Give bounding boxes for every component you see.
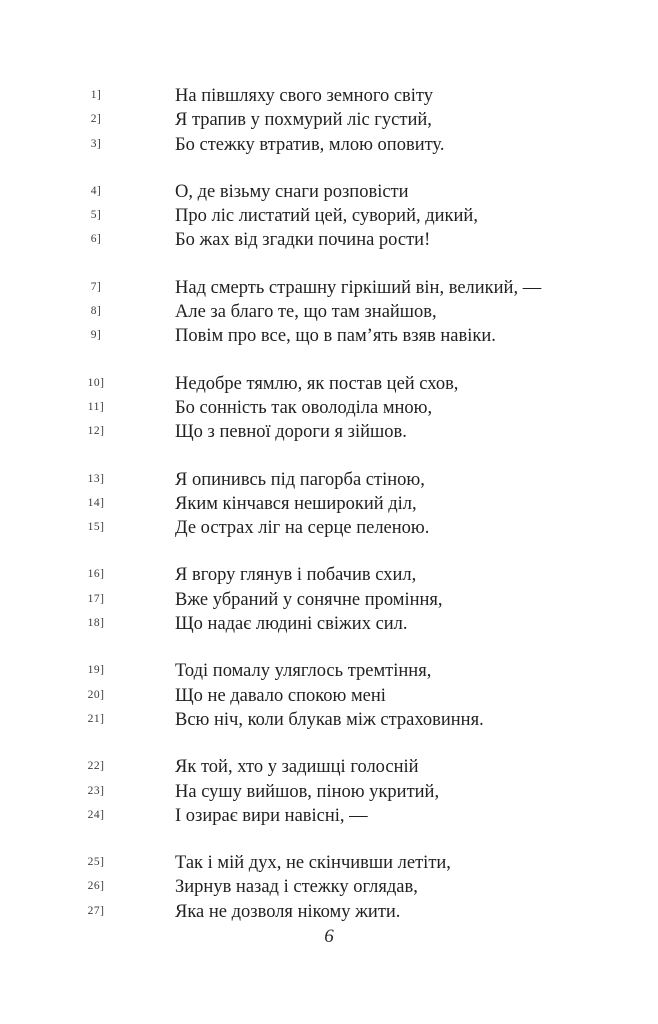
poem-body	[0, 84, 541, 947]
line-number: 6]	[90, 233, 102, 246]
verse-text: Але за благо те, що там знайшов,	[175, 302, 437, 323]
verse-line	[0, 659, 541, 683]
line-number: 1]	[90, 89, 102, 101]
verse-text: Що з певної дороги я зійшов.	[175, 422, 407, 443]
line-number: 22]	[87, 760, 105, 773]
verse-text: О, де візьму снаги розповісти	[175, 181, 409, 202]
verse-line	[0, 276, 541, 300]
tercet	[0, 755, 541, 828]
verse-line	[0, 300, 541, 324]
tercet	[0, 468, 541, 541]
verse-text: Яка не дозволя нікому жити.	[175, 901, 401, 922]
verse-text: Недобре тямлю, як постав цей схов,	[175, 373, 459, 394]
verse-text: Всю ніч, коли блукав між страховиння.	[175, 709, 484, 730]
verse-line	[0, 84, 541, 108]
tercet	[0, 276, 541, 349]
verse-text: На півшляху свого земного світу	[175, 86, 434, 106]
verse-line	[0, 851, 541, 875]
verse-line	[0, 563, 541, 587]
verse-text: Про ліс листатий цей, суворий, дикий,	[175, 206, 478, 227]
page-footer	[0, 926, 658, 948]
tercet	[0, 563, 541, 636]
tercet	[0, 659, 541, 732]
line-number: 4]	[90, 184, 102, 197]
line-number: 19]	[87, 664, 105, 677]
line-number: 24]	[87, 808, 105, 821]
line-number: 17]	[87, 592, 105, 605]
line-number: 10]	[87, 376, 105, 389]
verse-line	[0, 588, 541, 612]
line-number: 3]	[90, 137, 102, 150]
verse-text: Що не давало спокою мені	[175, 685, 386, 706]
verse-line	[0, 780, 541, 804]
verse-line	[0, 324, 541, 348]
line-number: 21]	[87, 712, 105, 725]
line-number: 7]	[90, 280, 102, 293]
verse-text: Бо сонність так оволоділа мною,	[175, 397, 433, 418]
line-number: 11]	[87, 400, 105, 413]
line-number: 12]	[87, 425, 105, 438]
verse-line	[0, 204, 541, 228]
verse-line	[0, 684, 541, 708]
line-number: 18]	[87, 617, 105, 630]
verse-line	[0, 468, 541, 492]
verse-text: І озирає вири навісні, —	[175, 805, 368, 826]
line-number: 9]	[90, 329, 102, 342]
verse-line	[0, 420, 541, 444]
verse-text: Зирнув назад і стежку оглядав,	[175, 877, 418, 898]
line-number: 27]	[87, 904, 105, 917]
verse-line	[0, 372, 541, 396]
line-number: 20]	[87, 688, 105, 701]
verse-text: Вже убраний у сонячне проміння,	[175, 589, 443, 610]
line-number: 15]	[87, 521, 105, 534]
tercet	[0, 372, 541, 445]
tercet	[0, 84, 541, 157]
verse-text: Що надає людині свіжих сил.	[175, 614, 408, 635]
verse-line	[0, 492, 541, 516]
verse-text: Бо жах від згадки почина рости!	[175, 230, 431, 251]
line-number: 26]	[87, 880, 105, 893]
line-number: 23]	[87, 784, 105, 797]
verse-text: Тоді помалу уляглось тремтіння,	[175, 661, 432, 682]
verse-text: Де острах ліг на серце пеленою.	[175, 518, 430, 539]
tercet	[0, 180, 541, 253]
verse-text: Яким кінчався неширокий діл,	[175, 493, 417, 514]
verse-line	[0, 516, 541, 540]
verse-text: Над смерть страшну гіркіший він, великий, —	[175, 277, 542, 298]
verse-line	[0, 755, 541, 779]
page-number: 6	[324, 926, 334, 947]
line-number: 2]	[90, 113, 102, 126]
verse-line	[0, 133, 541, 157]
verse-text: Я вгору глянув і побачив схил,	[175, 565, 417, 586]
line-number: 13]	[87, 472, 105, 485]
verse-line	[0, 804, 541, 828]
verse-text: Я трапив у похмурий ліс густий,	[175, 110, 432, 131]
verse-line	[0, 612, 541, 636]
tercet	[0, 851, 541, 924]
verse-line	[0, 228, 541, 252]
verse-line	[0, 180, 541, 204]
verse-text: Як той, хто у задишці голосній	[175, 757, 419, 778]
verse-line	[0, 708, 541, 732]
line-number: 14]	[87, 496, 105, 509]
verse-text: Я опинивсь під пагорба стіною,	[175, 469, 425, 490]
verse-line	[0, 900, 541, 924]
verse-text: Бо стежку втратив, млою оповиту.	[175, 134, 445, 155]
line-number: 8]	[90, 305, 102, 318]
verse-text: Так і мій дух, не скінчивши летіти,	[175, 853, 451, 874]
verse-line	[0, 108, 541, 132]
line-number: 5]	[90, 209, 102, 222]
line-number: 16]	[87, 568, 105, 581]
line-number: 25]	[87, 856, 105, 869]
verse-line	[0, 396, 541, 420]
verse-line	[0, 875, 541, 899]
verse-text: На сушу вийшов, піною укритий,	[175, 781, 440, 802]
verse-text: Повім про все, що в пам’ять взяв навіки.	[175, 326, 496, 347]
